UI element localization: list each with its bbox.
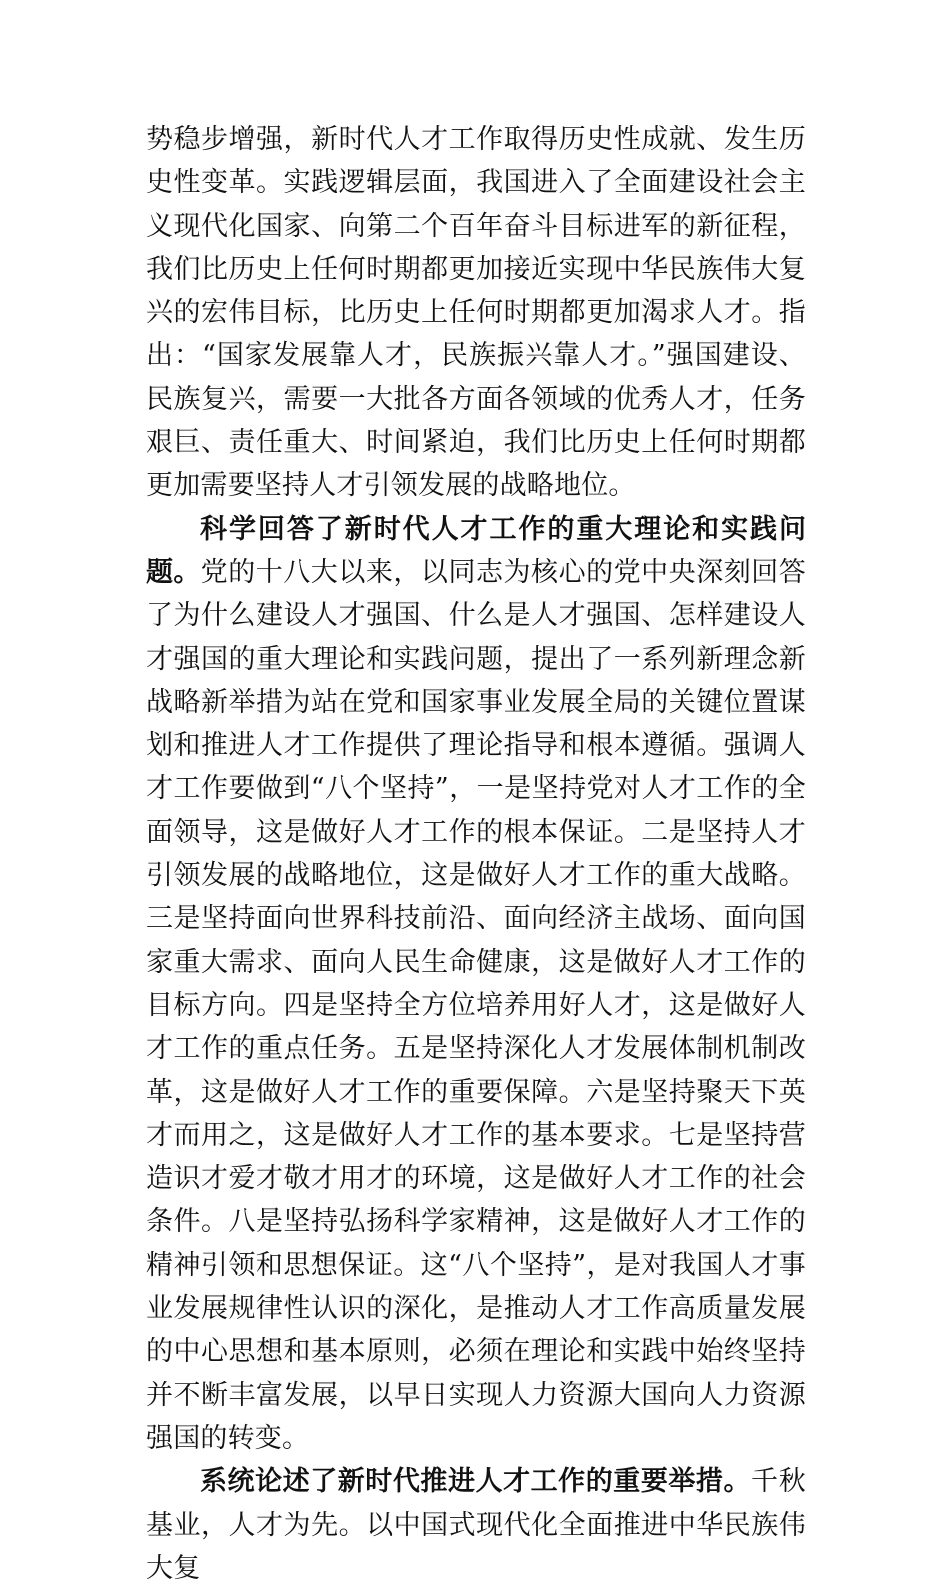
- paragraph-1-text: 势稳步增强，新时代人才工作取得历史性成就、发生历史性变革。实践逻辑层面，我国进入了全面建设社会主义现代化国家、向第二个百年奋斗目标进军的新征程，我们比历史上任何时期都更加接近实现中华民族伟大复兴的宏伟目标，比历史上任何时期都更加渴求人才。指出：“国家发展靠人才，民族振兴靠人才。”强国建设、民族复兴，需要一大批各方面各领域的优秀人才，任务艰巨、责任重大、时间紧迫，我们比历史上任何时期都更加需要坚持人才引领发展的战略地位。: [146, 124, 806, 502]
- paragraph-3-heading: 系统论述了新时代推进人才工作的重要举措。: [200, 1466, 752, 1498]
- paragraph-2-heading: 科学回答了新时代人才工作的重大理论和实践问题。: [146, 513, 806, 588]
- paragraph-1: [146, 118, 806, 508]
- paragraph-2-text: 党的十八大以来，以同志为核心的党中央深刻回答了为什么建设人才强国、什么是人才强国、怎样建设人才强国的重大理论和实践问题，提出了一系列新理念新战略新举措为站在党和国家事业发展全局的关键位置谋划和推进人才工作提供了理论指导和根本遵循。强调人才工作要做到“八个坚持”，一是坚持党对人才工作的全面领导，这是做好人才工作的根本保证。二是坚持人才引领发展的战略地位，这是做好人才工作的重大战略。三是坚持面向世界科技前沿、面向经济主战场、面向国家重大需求、面向人民生命健康，这是做好人才工作的目标方向。四是坚持全方位培养用好人才，这是做好人才工作的重点任务。五是坚持深化人才发展体制机制改革，这是做好人才工作的重要保障。六是坚持聚天下英才而用之，这是做好人才工作的基本要求。七是坚持营造识才爱才敬才用才的环境，这是做好人才工作的社会条件。八是坚持弘扬科学家精神，这是做好人才工作的精神引领和思想保证。这“八个坚持”，是对我国人才事业发展规律性认识的深化，是推动人才工作高质量发展的中心思想和基本原则，必须在理论和实践中始终坚持并不断丰富发展，以早日实现人力资源大国向人力资源强国的转变。: [146, 556, 807, 1454]
- paragraph-3: [146, 1460, 806, 1590]
- paragraph-2: [146, 508, 806, 1461]
- document-page: [146, 118, 806, 1590]
- paragraph-3-text: 千秋基业，人才为先。以中国式现代化全面推进中华民族伟大复: [146, 1466, 806, 1584]
